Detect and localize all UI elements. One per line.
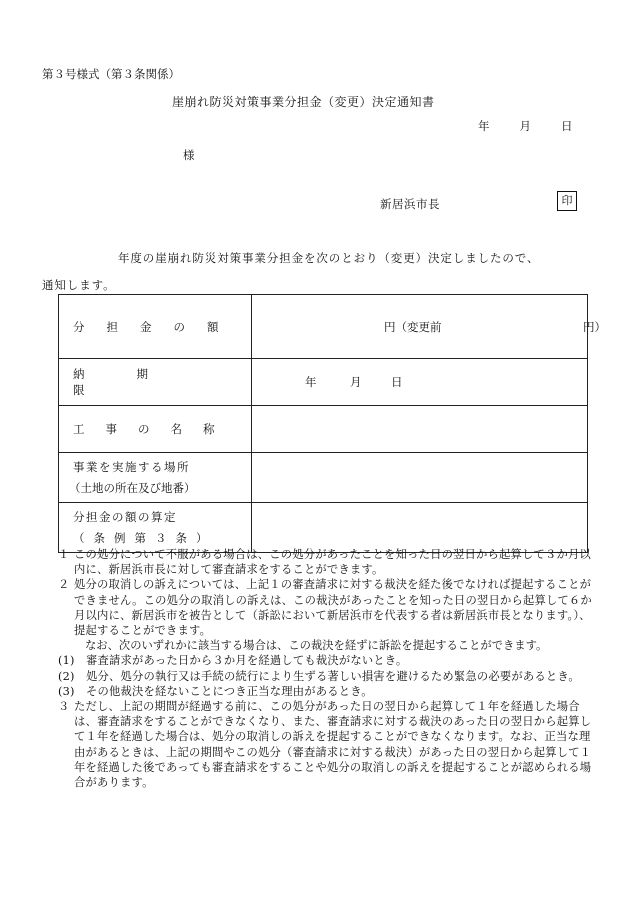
row-label-due: [59, 359, 252, 406]
addressee-suffix: 様: [183, 148, 195, 162]
date-line: [478, 118, 573, 134]
intro-line-2: 通知します。: [42, 278, 116, 292]
issuer-name: 新居浜市長: [380, 197, 440, 211]
row-label-calculation: [59, 503, 252, 553]
note-2: [58, 577, 596, 638]
row-value-due[interactable]: [252, 359, 588, 406]
note-3-text: ただし、上記の期間が経過する前に、この処分があった日の翌日から起算して１年を経過した場合は、審査請求をすることができなくなり、また、審査請求に対する裁決のあった日の翌日から起算して１年を経過した場合は、処分の取消しの訴えを提起することができなくなります。なお、正当な理由があるときは、上記の期間やこの処分（審査請求に対する裁決）があった日の翌日から起算して１年を経過した後であっても審査請求をすることや処分の取消しの訴えを提起することが認められる場合があります。: [74, 700, 592, 790]
label-due-text: 納期限: [73, 367, 200, 397]
table-row: [59, 295, 588, 359]
label-location-line2: （土地の所在及び地番）: [69, 480, 196, 495]
amount-yen-before: 円（変更前: [384, 319, 442, 334]
due-day: 日: [391, 375, 403, 389]
row-value-work-name[interactable]: [252, 406, 588, 453]
date-year: 年: [478, 119, 490, 133]
notes-section: [58, 547, 596, 790]
row-label-amount: [59, 295, 252, 359]
label-amount-text: 分担金の額: [73, 319, 241, 334]
note-3-number: ３: [58, 700, 70, 714]
row-value-location[interactable]: [252, 453, 588, 503]
info-table: [58, 294, 606, 553]
label-calculation-line2: （条例第３条）: [73, 530, 217, 545]
label-calculation-line1: 分担金の額の算定: [73, 509, 177, 524]
table-row: [59, 453, 588, 503]
intro-line-1: 年度の崖崩れ防災対策事業分担金を次のとおり（変更）決定しましたので、: [118, 251, 540, 265]
date-month: 月: [519, 119, 531, 133]
table-row: [59, 359, 588, 406]
row-label-work-name: [59, 406, 252, 453]
document-title: 崖崩れ防災対策事業分担金（変更）決定通知書: [172, 95, 435, 109]
sub-2-text: 処分、処分の執行又は手続の続行により生ずる著しい損害を避けるため緊急の必要があるとき。: [86, 669, 580, 683]
due-month: 月: [350, 375, 362, 389]
row-value-calculation[interactable]: [252, 503, 588, 553]
form-number: 第３号様式（第３条関係）: [42, 67, 180, 81]
sub-3-text: その他裁決を経ないことにつき正当な理由があるとき。: [86, 684, 373, 698]
note-1-text: この処分について不服がある場合は、この処分があったことを知った日の翌日から起算して３か月以内に、新居浜市長に対して審査請求をすることができます。: [74, 548, 592, 577]
note-2-sub-3: [58, 684, 596, 699]
row-label-location: [59, 453, 252, 503]
row-value-amount[interactable]: [252, 295, 606, 359]
amount-yen-end: 円）: [583, 319, 606, 334]
sub-2-number: (2): [58, 669, 75, 683]
note-1-number: １: [58, 548, 70, 561]
label-work-name-text: 工事の名称: [73, 422, 236, 436]
note-2-continuation: なお、次のいずれかに該当する場合は、この裁決を経ずに訴訟を提起することができます。: [85, 639, 548, 653]
note-2-sub-1: [58, 653, 596, 668]
sub-3-number: (3): [58, 684, 75, 698]
date-day: 日: [561, 119, 573, 133]
label-location-line1: 事業を実施する場所: [73, 459, 190, 474]
table-row: [59, 406, 588, 453]
note-2-number: ２: [58, 578, 70, 592]
sub-1-text: 審査請求があった日から３か月を経過しても裁決がないとき。: [86, 654, 408, 668]
due-year: 年: [305, 375, 317, 389]
table-row: [59, 503, 588, 553]
seal-mark: 印: [557, 191, 577, 211]
sub-1-number: (1): [58, 654, 75, 668]
note-2-sub-2: [58, 669, 596, 684]
note-3: [58, 699, 596, 790]
note-1: [58, 547, 596, 577]
note-2-text: 処分の取消しの訴えについては、上記１の審査請求に対する裁決を経た後でなければ提起することができません。この処分の取消しの訴えは、この裁決があったことを知った日の翌日から起算して６か月以内に、新居浜市を被告として（訴訟において新居浜市を代表する者は新居浜市長となります。）、提起することができます。: [74, 578, 592, 638]
